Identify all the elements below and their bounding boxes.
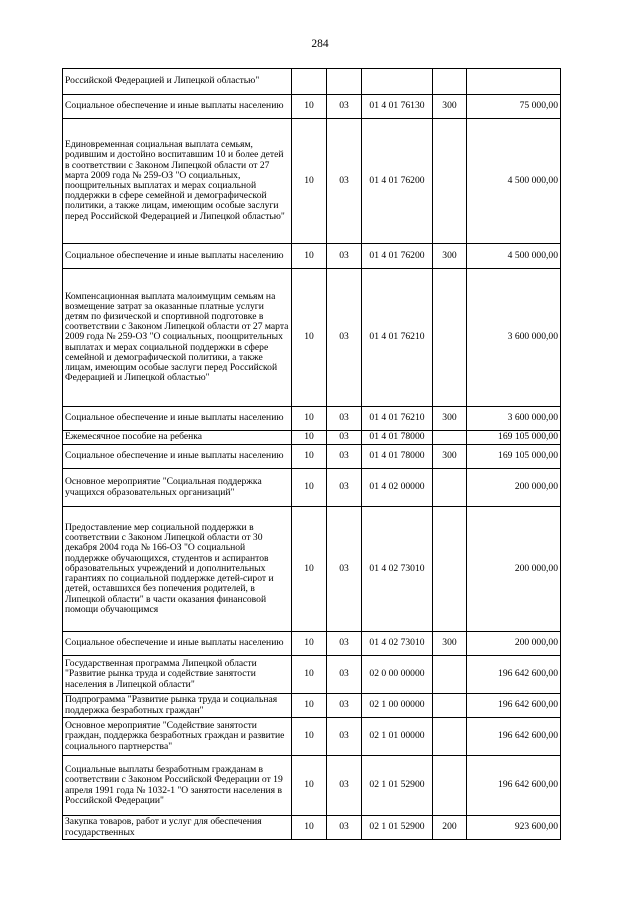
cell-subsection: 03 (327, 445, 362, 469)
cell-target-code (362, 69, 433, 95)
cell-section: 10 (292, 816, 327, 840)
cell-amount: 196 642 600,00 (467, 694, 561, 718)
cell-name: Социальное обеспечение и иные выплаты населению (63, 632, 292, 656)
cell-name: Предоставление мер социальной поддержки в соответствии с Законом Липецкой области от 30 декабря 2004 года № 166-ОЗ "О социальной поддержке обучающихся, студентов и аспирантов образовательных учреждений и дополнительных гарантиях по социальной поддержке детей-сирот и детей, оставшихся без попечения родителей, в Липецкой области" в части оказания финансовой помощи обучающимся (63, 507, 292, 632)
cell-name: Закупка товаров, работ и услуг для обеспечения государственных (63, 816, 292, 840)
cell-target-code: 01 4 02 73010 (362, 507, 433, 632)
cell-subsection: 03 (327, 407, 362, 431)
cell-section: 10 (292, 269, 327, 407)
cell-target-code: 02 1 01 00000 (362, 718, 433, 756)
cell-subsection: 03 (327, 244, 362, 269)
cell-section: 10 (292, 756, 327, 816)
table-row (63, 756, 561, 816)
cell-target-code: 02 1 01 52900 (362, 816, 433, 840)
table-row (63, 269, 561, 407)
budget-table (62, 68, 561, 840)
cell-expense-type (433, 718, 467, 756)
cell-section: 10 (292, 507, 327, 632)
table-row (63, 244, 561, 269)
cell-subsection: 03 (327, 656, 362, 694)
cell-name: Компенсационная выплата малоимущим семьям на возмещение затрат за оказанные платные услуги детям по физической и спортивной подготовке в соответствии с Законом Липецкой области от 27 марта 2009 года № 259-ОЗ "О социальных, поощрительных выплатах и мерах социальной поддержки в сфере семейной и демографической политики, а также лицам, имеющим особые заслуги перед Российской Федерацией и Липецкой областью" (63, 269, 292, 407)
cell-expense-type (433, 431, 467, 445)
page-number: 284 (311, 38, 329, 50)
cell-section: 10 (292, 694, 327, 718)
cell-section: 10 (292, 244, 327, 269)
cell-name: Подпрограмма "Развитие рынка труда и социальная поддержка безработных граждан" (63, 694, 292, 718)
cell-subsection: 03 (327, 507, 362, 632)
cell-expense-type (433, 69, 467, 95)
table-row (63, 119, 561, 244)
cell-amount: 200 000,00 (467, 507, 561, 632)
table-row (63, 507, 561, 632)
cell-name: Социальное обеспечение и иные выплаты населению (63, 244, 292, 269)
cell-expense-type (433, 269, 467, 407)
cell-expense-type (433, 756, 467, 816)
cell-target-code: 01 4 01 76200 (362, 119, 433, 244)
table-row (63, 95, 561, 119)
cell-target-code: 01 4 01 76210 (362, 407, 433, 431)
cell-name: Основное мероприятие "Содействие занятости граждан, поддержка безработных граждан и развитие социального партнерства" (63, 718, 292, 756)
cell-amount: 4 500 000,00 (467, 244, 561, 269)
cell-target-code: 02 1 01 52900 (362, 756, 433, 816)
cell-amount: 923 600,00 (467, 816, 561, 840)
cell-expense-type (433, 507, 467, 632)
cell-amount: 196 642 600,00 (467, 656, 561, 694)
cell-section: 10 (292, 431, 327, 445)
cell-name: Государственная программа Липецкой области "Развитие рынка труда и содействие занятости населения в Липецкой области" (63, 656, 292, 694)
cell-amount: 4 500 000,00 (467, 119, 561, 244)
table-body (63, 69, 561, 840)
cell-target-code: 02 0 00 00000 (362, 656, 433, 694)
cell-name: Единовременная социальная выплата семьям, родившим и достойно воспитавшим 10 и более детей в соответствии с Законом Липецкой области от 27 марта 2009 года № 259-ОЗ "О социальных, поощрительных выплатах и мерах социальной поддержки в сфере семейной и демографической политики, а также лицам, имеющим особые заслуги перед Российской Федерацией и Липецкой областью" (63, 119, 292, 244)
cell-expense-type (433, 119, 467, 244)
table-row (63, 816, 561, 840)
cell-expense-type: 300 (433, 95, 467, 119)
cell-target-code: 01 4 02 00000 (362, 469, 433, 507)
cell-amount: 200 000,00 (467, 632, 561, 656)
cell-name: Российской Федерацией и Липецкой областью" (63, 69, 292, 95)
cell-expense-type (433, 469, 467, 507)
cell-subsection: 03 (327, 119, 362, 244)
cell-section: 10 (292, 119, 327, 244)
cell-name: Социальное обеспечение и иные выплаты населению (63, 407, 292, 431)
table-row (63, 632, 561, 656)
cell-expense-type (433, 656, 467, 694)
cell-expense-type: 300 (433, 244, 467, 269)
cell-expense-type (433, 694, 467, 718)
cell-amount: 169 105 000,00 (467, 445, 561, 469)
table-row (63, 469, 561, 507)
cell-name: Основное мероприятие "Социальная поддержка учащихся образовательных организаций" (63, 469, 292, 507)
cell-amount: 200 000,00 (467, 469, 561, 507)
cell-subsection: 03 (327, 269, 362, 407)
cell-subsection: 03 (327, 816, 362, 840)
cell-section: 10 (292, 95, 327, 119)
cell-expense-type: 200 (433, 816, 467, 840)
cell-name: Социальное обеспечение и иные выплаты населению (63, 95, 292, 119)
cell-amount: 3 600 000,00 (467, 407, 561, 431)
cell-section: 10 (292, 469, 327, 507)
table-row (63, 69, 561, 95)
cell-amount: 75 000,00 (467, 95, 561, 119)
cell-subsection: 03 (327, 469, 362, 507)
cell-subsection: 03 (327, 95, 362, 119)
cell-expense-type: 300 (433, 445, 467, 469)
cell-target-code: 01 4 02 73010 (362, 632, 433, 656)
cell-target-code: 01 4 01 76210 (362, 269, 433, 407)
cell-target-code: 02 1 00 00000 (362, 694, 433, 718)
cell-subsection: 03 (327, 632, 362, 656)
cell-subsection: 03 (327, 756, 362, 816)
cell-section: 10 (292, 656, 327, 694)
cell-subsection: 03 (327, 431, 362, 445)
cell-amount (467, 69, 561, 95)
cell-section: 10 (292, 445, 327, 469)
cell-name: Социальное обеспечение и иные выплаты населению (63, 445, 292, 469)
table-row (63, 445, 561, 469)
cell-subsection: 03 (327, 718, 362, 756)
table-row (63, 407, 561, 431)
cell-subsection: 03 (327, 694, 362, 718)
cell-section: 10 (292, 407, 327, 431)
cell-target-code: 01 4 01 76130 (362, 95, 433, 119)
table-row (63, 431, 561, 445)
cell-amount: 169 105 000,00 (467, 431, 561, 445)
cell-target-code: 01 4 01 78000 (362, 445, 433, 469)
table-row (63, 718, 561, 756)
table-row (63, 656, 561, 694)
cell-amount: 3 600 000,00 (467, 269, 561, 407)
cell-section: 10 (292, 632, 327, 656)
cell-target-code: 01 4 01 78000 (362, 431, 433, 445)
cell-target-code: 01 4 01 76200 (362, 244, 433, 269)
cell-expense-type: 300 (433, 407, 467, 431)
cell-amount: 196 642 600,00 (467, 756, 561, 816)
cell-subsection (327, 69, 362, 95)
table-row (63, 694, 561, 718)
cell-section (292, 69, 327, 95)
cell-amount: 196 642 600,00 (467, 718, 561, 756)
cell-name: Социальные выплаты безработным гражданам в соответствии с Законом Российской Федерации от 19 апреля 1991 года № 1032-1 "О занятости населения в Российской Федерации" (63, 756, 292, 816)
cell-name: Ежемесячное пособие на ребенка (63, 431, 292, 445)
cell-expense-type: 300 (433, 632, 467, 656)
cell-section: 10 (292, 718, 327, 756)
